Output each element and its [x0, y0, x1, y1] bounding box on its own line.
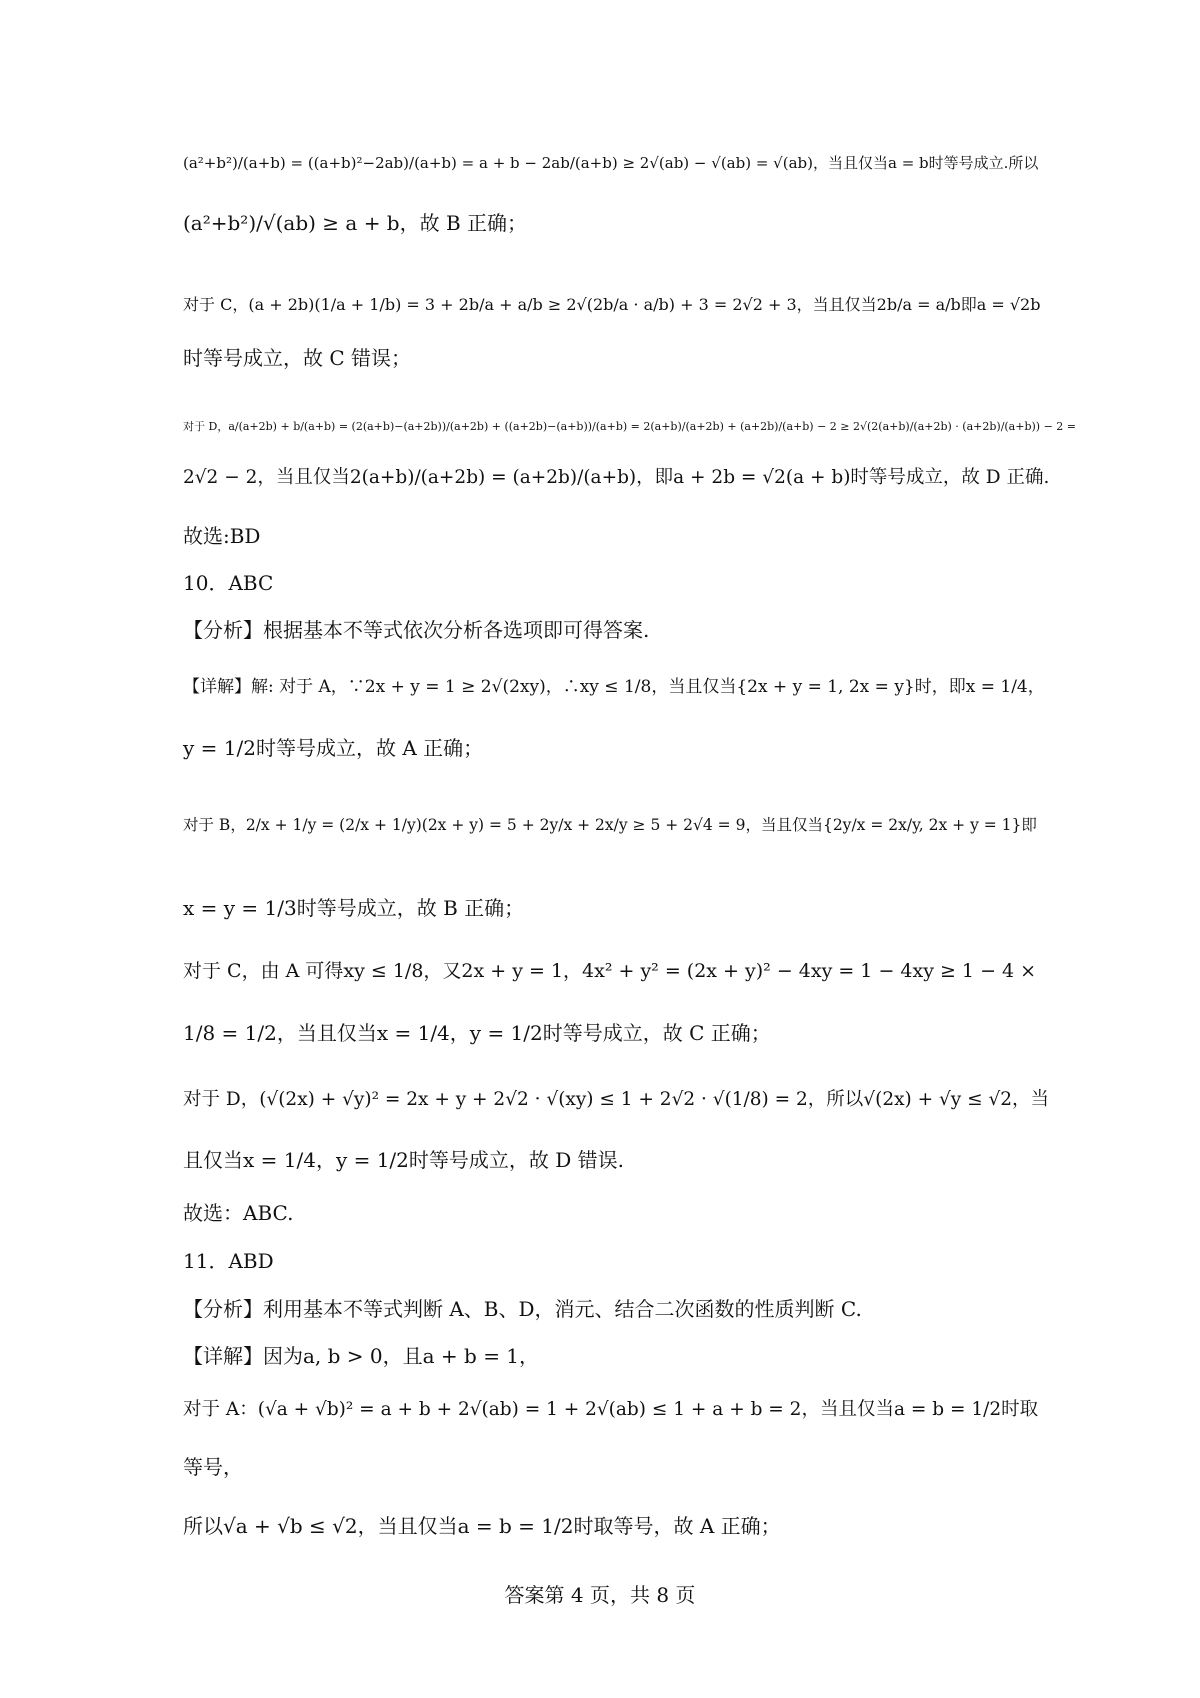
text-line: x = y = 1/3时等号成立，故 B 正确；	[183, 896, 525, 920]
analysis-heading: 【分析】根据基本不等式依次分析各选项即可得答案.	[183, 618, 650, 642]
text-line: 时等号成立，故 C 错误；	[183, 346, 412, 370]
text-line: 对于 D，(√(2x) + √y)² = 2x + y + 2√2 · √(xy) ≤ 1 + 2√2 · √(1/8) = 2，所以√(2x) + √y ≤ √2，当	[183, 1089, 1050, 1110]
text-line: 对于 A：(√a + √b)² = a + b + 2√(ab) = 1 + 2√(ab) ≤ 1 + a + b = 2，当且仅当a = b = 1/2时取	[183, 1399, 1039, 1420]
text-line: 对于 C，由 A 可得xy ≤ 1/8，又2x + y = 1，4x² + y² = (2x + y)² − 4xy = 1 − 4xy ≥ 1 − 4 ×	[183, 960, 1037, 982]
text-line: 1/8 = 1/2，当且仅当x = 1/4，y = 1/2时等号成立，故 C 正确；	[183, 1021, 771, 1045]
text-line: 【详解】解: 对于 A，∵2x + y = 1 ≥ 2√(2xy)，∴xy ≤ 1/8，当且仅当{2x + y = 1, 2x = y}时，即x = 1/4，	[183, 677, 1045, 697]
text-line: 且仅当x = 1/4，y = 1/2时等号成立，故 D 错误.	[183, 1148, 625, 1172]
text-line: 【详解】因为a, b > 0，且a + b = 1，	[183, 1344, 540, 1368]
text-line: 故选：ABC.	[183, 1201, 294, 1225]
text-line: 所以√a + √b ≤ √2，当且仅当a = b = 1/2时取等号，故 A 正确；	[183, 1514, 781, 1538]
question-number: 11．ABD	[183, 1249, 274, 1273]
text-line: 对于 B，2/x + 1/y = (2/x + 1/y)(2x + y) = 5 + 2y/x + 2x/y ≥ 5 + 2√4 = 9，当且仅当{2y/x = 2x/y, 2x + y = 1}即	[183, 816, 1037, 834]
question-number: 10．ABC	[183, 571, 274, 595]
text-line: 对于 C，(a + 2b)(1/a + 1/b) = 3 + 2b/a + a/b ≥ 2√(2b/a · a/b) + 3 = 2√2 + 3，当且仅当2b/a = a/b即a = √2b	[183, 295, 1041, 314]
text-line: y = 1/2时等号成立，故 A 正确；	[183, 736, 484, 760]
text-line: 故选:BD	[183, 524, 261, 548]
text-line: (a²+b²)/√(ab) ≥ a + b，故 B 正确；	[183, 211, 528, 235]
text-line: 2√2 − 2，当且仅当2(a+b)/(a+2b) = (a+2b)/(a+b)，即a + 2b = √2(a + b)时等号成立，故 D 正确.	[183, 467, 1050, 488]
text-line: 等号，	[183, 1455, 243, 1479]
text-line: 对于 D，a/(a+2b) + b/(a+b) = (2(a+b)−(a+2b))/(a+2b) + ((a+2b)−(a+b))/(a+b) = 2(a+b)/(a+2b) + (a+2b)/(a+b) − 2 ≥ 2√(2(a+b)/(a+2b) · (a+2b)/(a+b)) − 2 =	[183, 420, 1077, 433]
analysis-heading: 【分析】利用基本不等式判断 A、B、D，消元、结合二次函数的性质判断 C.	[183, 1297, 862, 1321]
text-line: (a²+b²)/(a+b) = ((a+b)²−2ab)/(a+b) = a + b − 2ab/(a+b) ≥ 2√(ab) − √(ab) = √(ab)，当且仅当a = b时等号成立.所以	[183, 154, 1039, 172]
page-footer: 答案第 4 页，共 8 页	[504, 1583, 696, 1607]
